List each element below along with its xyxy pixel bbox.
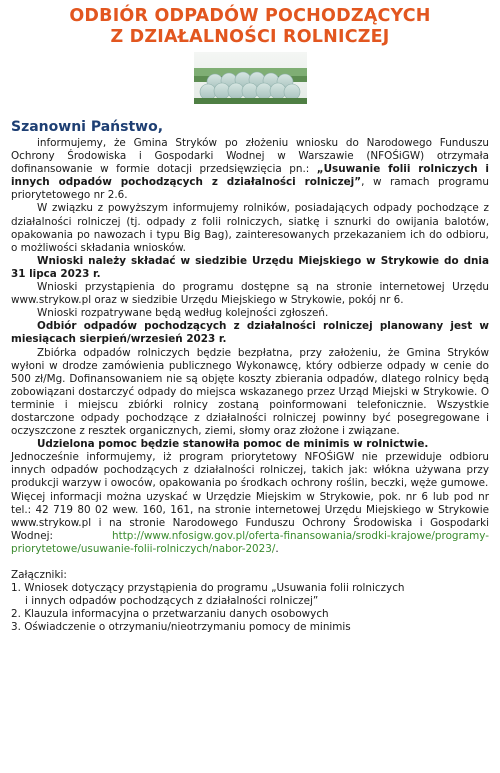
attachment-3: 3. Oświadczenie o otrzymaniu/nieotrzymaniu pomocy de minimis: [11, 621, 351, 634]
hay-bales-photo: [194, 52, 307, 104]
paragraph-exclusions: Jednocześnie informujemy, iż program priorytetowy NFOŚiGW nie przewiduje odbioru innych odpadów pochodzących z działalności rolniczej, takich jak: włókna używana przy produkcji warzyw i owoców, opakowania po środkach ochrony roślin, beczki, węże gumowe.: [11, 451, 489, 490]
attachment-1-continued: i innych odpadów pochodzących z działalności rolniczej”: [25, 595, 319, 608]
attachments-title: Załączniki:: [11, 569, 67, 581]
nfosigw-link[interactable]: http://www.nfosigw.gov.pl/oferta-finansowania/srodki-krajowe/programy-priorytetowe/usuwanie-folii-rolniczych/nabor-2023/: [11, 529, 489, 555]
de-minimis-notice: Udzielona pomoc będzie stanowiła pomoc de minimis w rolnictwie.: [37, 438, 429, 451]
deadline-notice: Wnioski należy składać w siedzibie Urzędu Miejskiego w Strykowie do dnia 31 lipca 2023 r.: [11, 254, 489, 280]
paragraph-farmers: W związku z powyższym informujemy rolników, posiadających odpady pochodzące z działalności rolniczej (tj. odpady z folii rolniczych, siatkę i sznurki do owijania balotów, opakowania po nawozach i typu Big Bag), zainteresowanych przekazaniem ich do odbioru, o możliwości składania wniosków.: [11, 202, 489, 254]
document-body: [11, 119, 489, 634]
attachment-1: 1. Wniosek dotyczący przystąpienia do programu „Usuwania folii rolniczych: [11, 582, 405, 595]
paragraph-forms: Wnioski przystąpienia do programu dostępne są na stronie internetowej Urzędu www.strykow.pl oraz w siedzibie Urzędu Miejskiego w Strykowie, pokój nr 6.: [11, 281, 489, 307]
paragraph-collection: Zbiórka odpadów rolniczych będzie bezpłatna, przy założeniu, że Gmina Stryków wyłoni w drodze zamówienia publicznego Wykonawcę, który odbierze odpady w cenie do 500 zł/Mg. Dofinansowaniem nie są objęte koszty zbierania odpadów, dlatego rolnicy będą zobowiązani dostarczyć odpady do miejsca wskazanego przez Urząd Miejski w Strykowie. O terminie i miejscu zbiórki rolnicy zostaną poinformowani telefonicznie. Wszystkie dostarczone odpady pochodzące z działalności rolniczej powinny być posegregowane i oczyszczone z resztek organicznych, ziemi, słomy oraz złożone i związane.: [11, 346, 489, 438]
attachment-2: 2. Klauzula informacyjna o przetwarzaniu danych osobowych: [11, 608, 329, 621]
document-title: [0, 6, 500, 48]
greeting: Szanowni Państwo,: [11, 119, 164, 135]
title-line-2: Z DZIAŁALNOŚCI ROLNICZEJ: [110, 27, 390, 47]
paragraph-order: Wnioski rozpatrywane będą według kolejności zgłoszeń.: [37, 307, 329, 320]
title-line-1: ODBIÓR ODPADÓW POCHODZĄCYCH: [69, 6, 431, 26]
paragraph-contact: Więcej informacji można uzyskać w Urzędzie Miejskim w Strykowie, pok. nr 6 lub pod nr tel.: 42 719 80 02 wew. 160, 161, na stronie internetowej Urzędu Miejskiego w Strykowie www.strykow.pl i na stronie Narodowego Funduszu Ochrony Środowiska i Gospodarki Wodnej: http://www.nfosigw.gov.pl/oferta-finansowania/srodki-krajowe/programy-priorytetowe/usuwanie-folii-rolniczych/nabor-2023/.: [11, 490, 489, 555]
paragraph-intro: informujemy, że Gmina Stryków po złożeniu wniosku do Narodowego Funduszu Ochrony Środowiska i Gospodarki Wodnej w Warszawie (NFOŚiGW) otrzymała dofinansowanie w formie dotacji przedsięwzięcia pn.: „Usuwanie folii rolniczych i innych odpadów pochodzących z działalności rolniczej”, w ramach programu priorytetowego nr 2.6.: [11, 137, 489, 202]
collection-period-notice: Odbiór odpadów pochodzących z działalności rolniczej planowany jest w miesiącach sierpień/wrzesień 2023 r.: [11, 320, 489, 346]
